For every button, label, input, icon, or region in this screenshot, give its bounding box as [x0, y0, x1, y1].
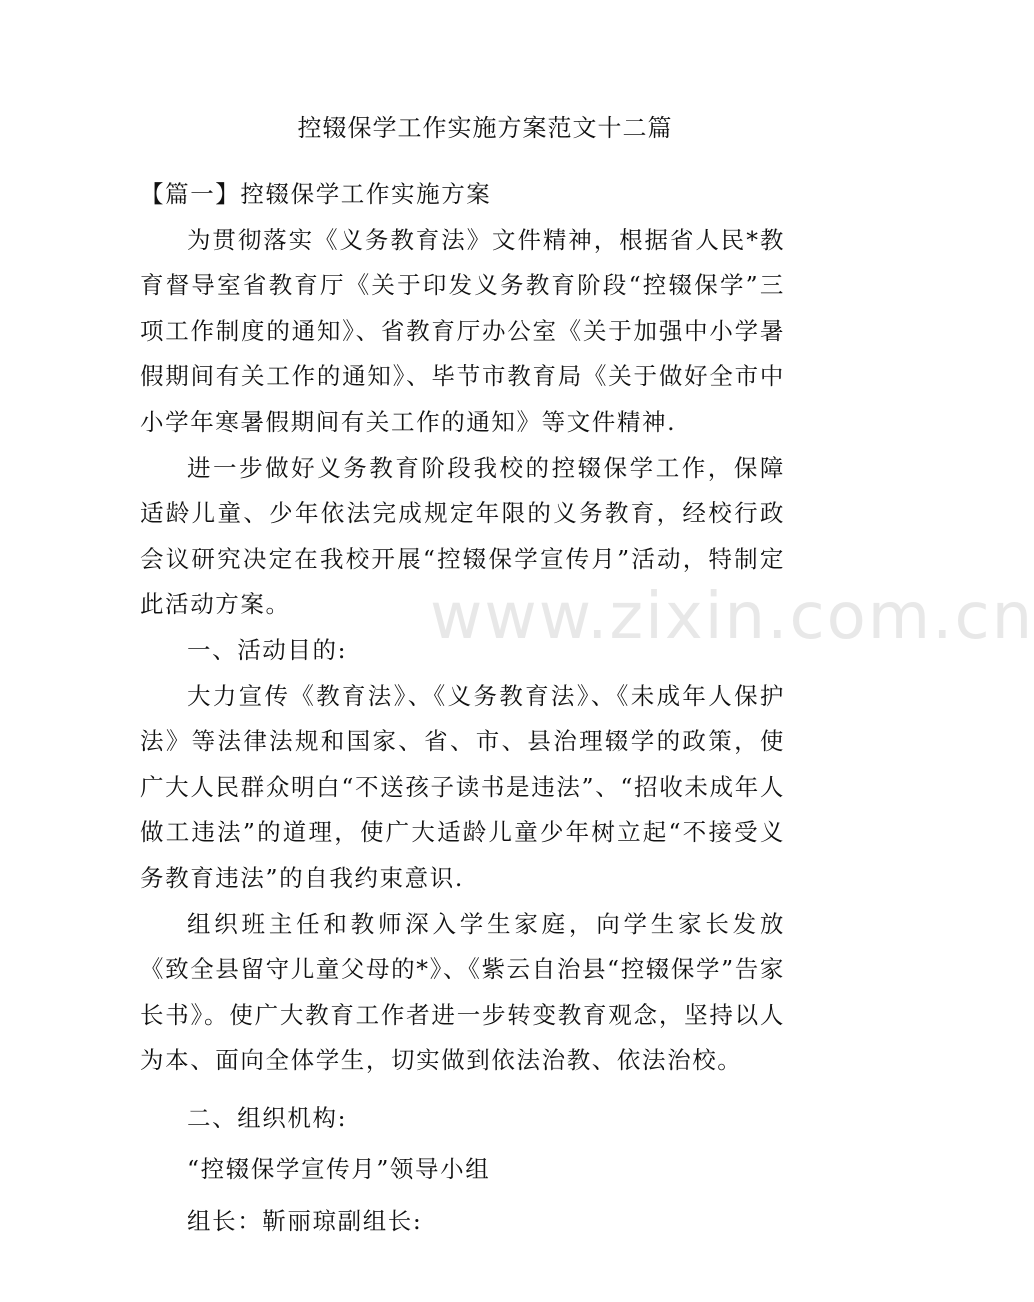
section-heading: 【篇一】控辍保学工作实施方案 [140, 180, 492, 208]
paragraph: 大力宣传《教育法》、《义务教育法》、《未成年人保护法》等法律法规和国家、省、市、县治理辍学的政策，使广大人民群众明白“不送孩子读书是违法”、“招收未成年人做工违法”的道理，使广大适龄儿童少年树立起“不接受义务教育违法”的自我约束意识. [140, 681, 785, 892]
paragraph: 组织班主任和教师深入学生家庭，向学生家长发放《致全县留守儿童父母的*》、《紫云自治县“控辍保学”告家长书》。使广大教育工作者进一步转变教育观念，坚持以人为本、面向全体学生，切实做到依法治教、依法治校。 [140, 909, 785, 1075]
subheading: 二、组织机构: [187, 1103, 348, 1132]
paragraph: “控辍保学宣传月”领导小组 [187, 1155, 491, 1184]
watermark: www.zixin.com.cn [430, 580, 1034, 654]
paragraph: 进一步做好义务教育阶段我校的控辍保学工作，保障适龄儿童、少年依法完成规定年限的义务教育，经校行政会议研究决定在我校开展“控辍保学宣传月”活动，特制定此活动方案。 [140, 453, 785, 619]
document-body [140, 172, 785, 1245]
subheading: 一、活动目的: [187, 635, 348, 664]
document-title: 控辍保学工作实施方案范文十二篇 [297, 114, 673, 142]
paragraph: 为贯彻落实《义务教育法》文件精神，根据省人民*教育督导室省教育厅《关于印发义务教育阶段“控辍保学”三项工作制度的通知》、省教育厅办公室《关于加强中小学暑假期间有关工作的通知》、毕节市教育局《关于做好全市中小学年寒暑假期间有关工作的通知》等文件精神. [140, 225, 785, 436]
paragraph: 组长：靳丽琼副组长: [187, 1207, 423, 1236]
